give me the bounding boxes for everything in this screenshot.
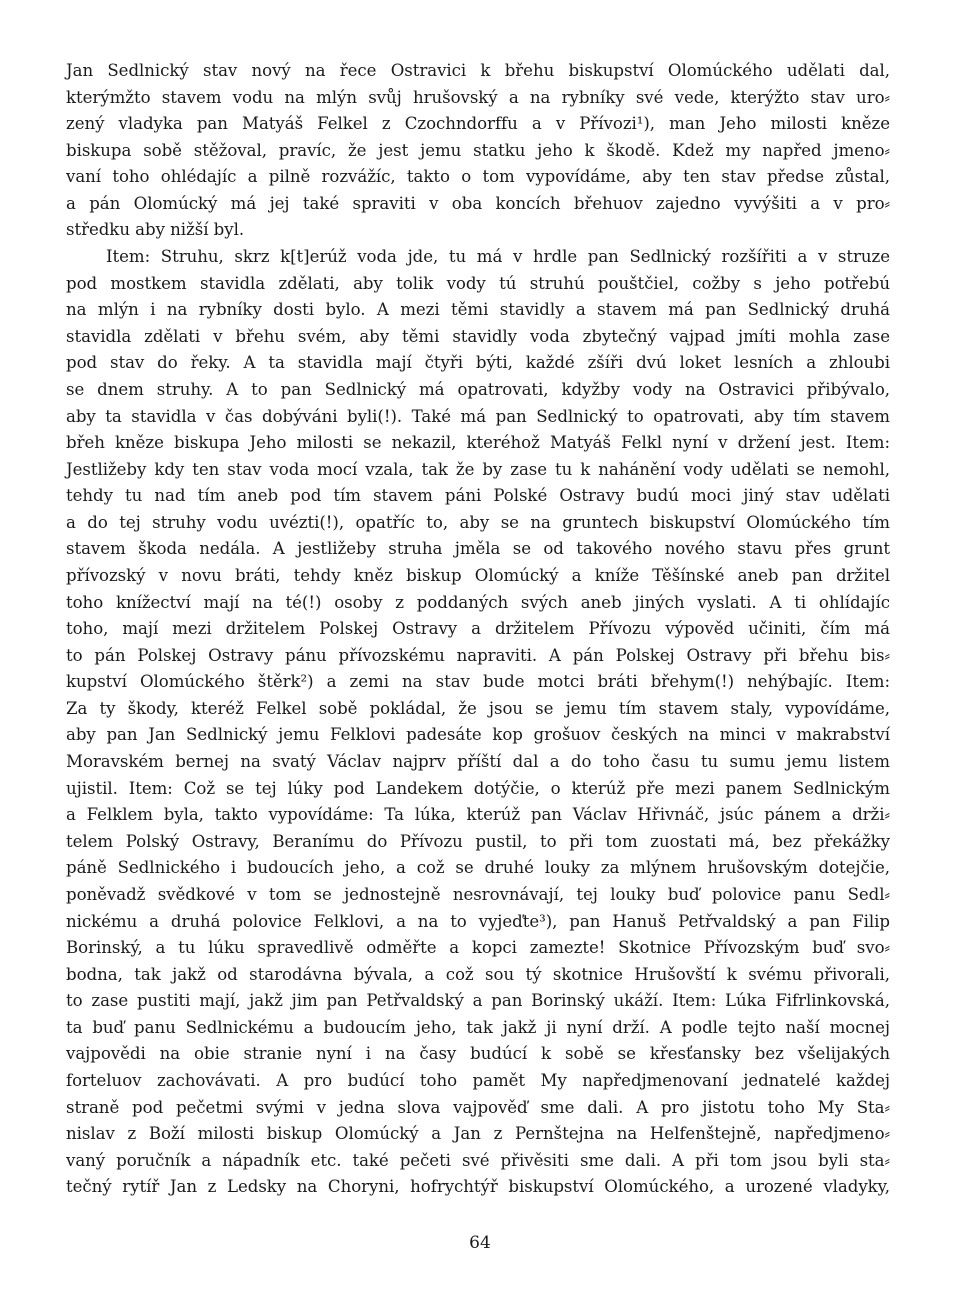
text-line: středku aby nižší byl. <box>66 220 245 240</box>
text-line: aby pan Jan Sedlnický jemu Felklovi padesáte kop grošuov českých na minci v makrabství <box>66 725 890 745</box>
text-line: pod mostkem stavidla zdělati, aby tolik vody tú struhú pouštčiel, cožby s jeho potřebú <box>66 273 890 293</box>
text-line: toho, mají mezi držitelem Polskej Ostravy a držitelem Přívozu výpověd učiniti, čím má <box>66 619 890 639</box>
text-line: toho knížectví mají na té(!) osoby z poddaných svých aneb jiných vyslati. A ti ohlídajíc <box>66 592 890 612</box>
text-line: Jestližeby kdy ten stav voda mocí vzala, tak že by zase tu k nahánění vody udělati se nemohl, <box>66 459 890 479</box>
text-line: Moravském bernej na svatý Václav najprv příští dal a do toho času tu sumu jemu listem <box>66 752 890 772</box>
text-line: a do tej struhy vodu uvézti(!), opatříc to, aby se na gruntech biskupství Olomúckého tím <box>66 512 890 532</box>
text-line: bodna, tak jakž od starodávna bývala, a což sou tý skotnice Hrušovští k svému přivorali, <box>66 964 890 984</box>
text-line: vaný poručník a nápadník etc. také pečeti své přivěsiti sme dali. A při tom jsou byli sta⸗ <box>66 1150 890 1170</box>
text-line: vaní toho ohlédajíc a pilně rozvážíc, takto o tom vypovídáme, aby ten stav předse zůstal, <box>66 167 890 187</box>
text-line: se dnem struhy. A to pan Sedlnický má opatrovati, kdyžby vody na Ostravici přibývalo, <box>66 379 890 399</box>
text-line: přívozský v novu bráti, tehdy kněz biskup Olomúcký a kníže Těšínské aneb pan držitel <box>66 565 890 585</box>
text-line: stavidla zdělati v břehu svém, aby těmi stavidly voda zbytečný vajpad jmíti mohla zase <box>66 326 890 346</box>
text-line: zený vladyka pan Matyáš Felkel z Czochndorffu a v Přívozi¹), man Jeho milosti kněze <box>66 114 890 134</box>
text-line: Za ty škody, kteréž Felkel sobě pokládal, že jsou se jemu tím stavem staly, vypovídáme, <box>66 698 890 718</box>
text-line: na mlýn i na rybníky dosti bylo. A mezi těmi stavidly a stavem má pan Sedlnický druhá <box>66 300 890 320</box>
text-line: telem Polský Ostravy, Beranímu do Přívozu pustil, to při tom zuostati má, bez překážky <box>66 831 890 851</box>
text-line: ta buď panu Sedlnickému a budoucím jeho, tak jakž ji nyní drží. A podle tejto naší mocnej <box>66 1017 890 1037</box>
text-line: tečný rytíř Jan z Ledsky na Choryni, hofrychtýř biskupství Olomúckého, a urozené vladyky, <box>66 1177 890 1197</box>
text-line: kterýmžto stavem vodu na mlýn svůj hrušovský a na rybníky své vede, kterýžto stav uro⸗ <box>66 87 890 107</box>
text-line: stavem škoda nedála. A jestližeby struha jměla se od takového nového stavu přes grunt <box>66 539 890 559</box>
text-line: straně pod pečetmi svými v jedna slova vajpověď sme dali. A pro jistotu toho My Sta⸗ <box>66 1097 890 1117</box>
text-line: Borinský, a tu lúku spravedlivě odměřte a kopci zamezte! Skotnice Přívozským buď svo⸗ <box>66 938 890 958</box>
text-line: tehdy tu nad tím aneb pod tím stavem páni Polské Ostravy budú moci jiný stav udělati <box>66 486 890 506</box>
text-line: to pán Polskej Ostravy pánu přívozskému napraviti. A pán Polskej Ostravy při břehu bis⸗ <box>66 645 890 665</box>
text-line: břeh kněze biskupa Jeho milosti se nekazil, kteréhož Matyáš Felkl nyní v držení jest. Item: <box>66 433 890 453</box>
text-line: biskupa sobě stěžoval, pravíc, že jest jemu statku jeho k škodě. Kdež my napřed jmeno⸗ <box>66 140 890 160</box>
text-line: pod stav do řeky. A ta stavidla mají čtyři býti, každé zšíři dvú loket lesních a zhloubi <box>66 353 890 373</box>
text-line: poněvadž svědkové v tom se jednostejně nesrovnávají, tej louky buď polovice panu Sedl⸗ <box>66 884 890 904</box>
text-line: forteluov zachovávati. A pro budúcí toho pamět My napředjmenovaní jednatelé každej <box>66 1070 890 1090</box>
text-line: kupství Olomúckého štěrk²) a zemi na stav bude motci bráti břehym(!) nehýbajíc. Item: <box>66 672 890 692</box>
text-line: páně Sedlnického i budoucích jeho, a což se druhé louky za mlýnem hrušovským dotejčie, <box>66 858 890 878</box>
text-line: to zase pustiti mají, jakž jim pan Petřvaldský a pan Borinský ukáží. Item: Lúka Fifrlinkovská, <box>66 991 890 1011</box>
text-line: a pán Olomúcký má jej také spraviti v oba koncích břehuov zajedno vyvýšiti a v pro⸗ <box>66 193 890 213</box>
text-line: nickému a druhá polovice Felklovi, a na to vyjeďte³), pan Hanuš Petřvaldský a pan Filip <box>66 911 890 931</box>
text-line: Item: Struhu, skrz k[t]erúž voda jde, tu má v hrdle pan Sedlnický rozšířiti a v struze <box>106 247 890 267</box>
text-line: Jan Sedlnický stav nový na řece Ostravici k břehu biskupství Olomúckého udělati dal, <box>66 61 890 80</box>
text-line: vajpovědi na obie stranie nyní i na časy budúcí k sobě se křesťansky bez všelijakých <box>66 1044 890 1064</box>
page-number: 64 <box>469 1233 491 1253</box>
text-line: nislav z Boží milosti biskup Olomúcký a Jan z Pernštejna na Helfenštejně, napředjmeno⸗ <box>66 1124 890 1144</box>
text-line: aby ta stavidla v čas dobýváni byli(!). Také má pan Sedlnický to opatrovati, aby tím stavem <box>66 406 890 426</box>
text-line: ujistil. Item: Což se tej lúky pod Landekem dotýčie, o kterúž pře mezi panem Sedlnickým <box>66 778 890 798</box>
text-line: a Felklem byla, takto vypovídáme: Ta lúka, kterúž pan Václav Hřivnáč, jsúc pánem a drži⸗ <box>66 805 890 825</box>
body-text <box>66 58 890 1201</box>
